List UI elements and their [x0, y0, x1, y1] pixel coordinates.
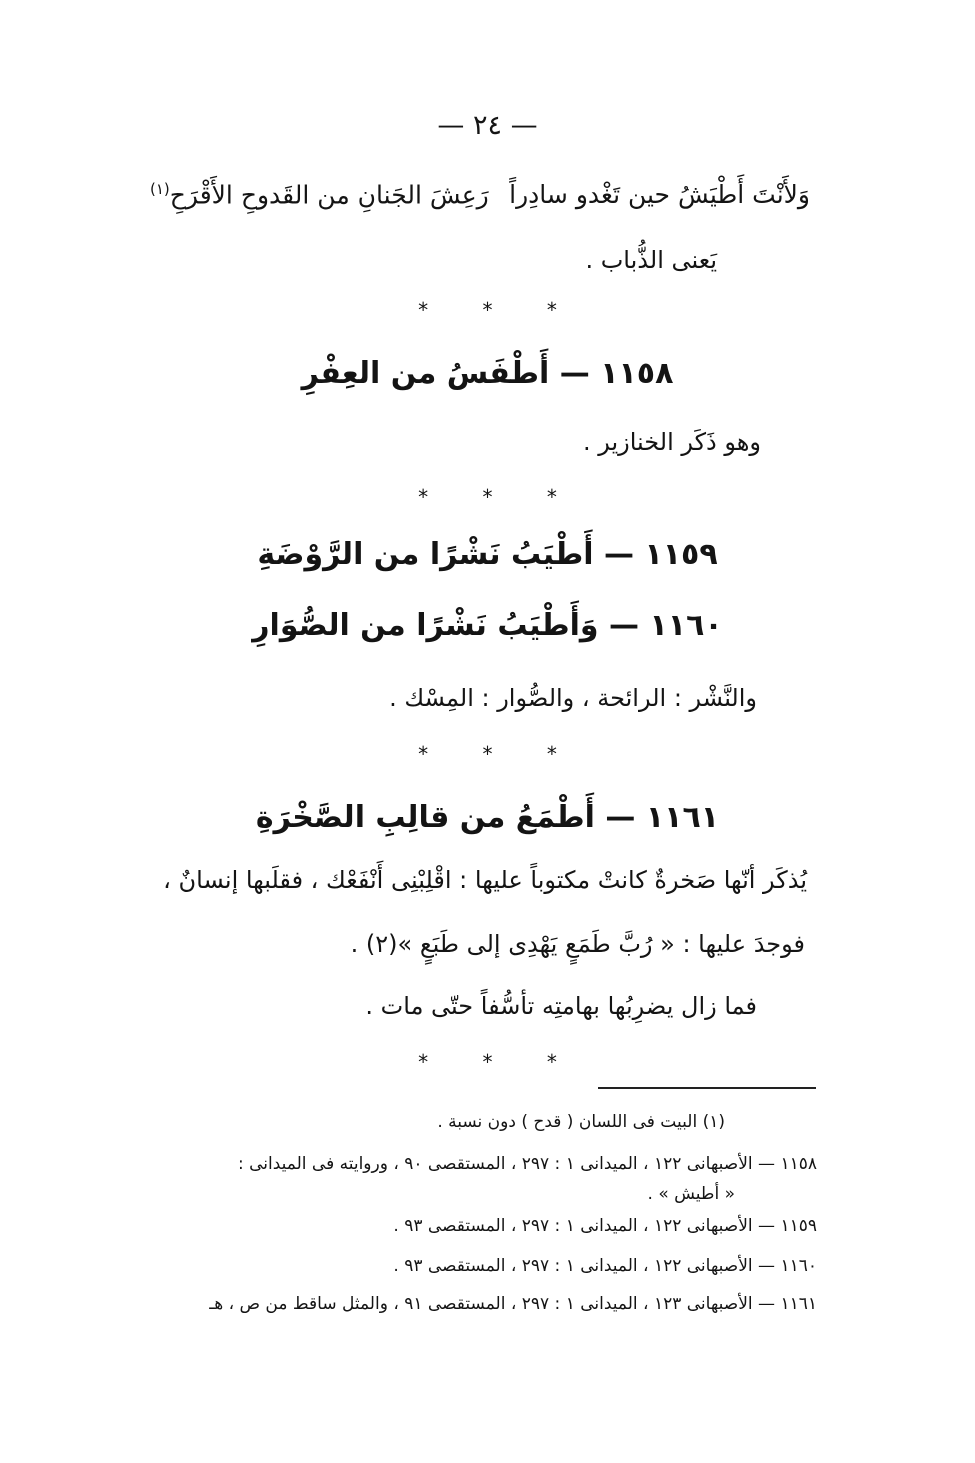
separator-stars: * * * [418, 1050, 581, 1074]
footnote-1: (١) البيت فى اللسان ( قدح ) دون نسبة . [437, 1112, 725, 1132]
verse-second-hemistich [150, 180, 489, 209]
footnote-1158: ١١٥٨ — الأصبهانى ١٢٢ ، الميدانى ١ : ٢٩٧ ، المستقصى ٩٠ ، وروايته فى الميدانى : [237, 1154, 817, 1174]
footnote-1159: ١١٥٩ — الأصبهانى ١٢٢ ، الميدانى ١ : ٢٩٧ ، المستقصى ٩٣ . [393, 1216, 817, 1236]
page-number: — ٢٤ — [437, 110, 538, 141]
gloss-1161-line-2: فوجدَ عليها : « رُبَّ طَمَعٍ يَهْدِى إلى طَبَعٍ »(٢) . [350, 930, 805, 958]
proverb-1159: ١١٥٩ — أَطْيَبُ نَشْرًا من الرَّوْضَةِ [257, 537, 718, 572]
proverb-1161: ١١٦١ — أَطْمَعُ من قالِبِ الصَّخْرَةِ [255, 800, 720, 835]
separator-stars: * * * [418, 742, 581, 766]
footnote-rule [598, 1087, 816, 1089]
verse-second-text: رَعِشَ الجَنانِ من القَدوحِ الأَقْرَحِ [169, 180, 489, 210]
proverb-1160: ١١٦٠ — وَأَطْيَبُ نَشْرًا من الصُّوَارِ [252, 608, 723, 643]
gloss-1158: وهو ذَكَر الخنازير . [582, 428, 761, 456]
gloss-1161-line-1: يُذكَر أنّها صَخرةٌ كانتْ مكتوباً عليها : اقْلِبْنِى أَنْفَعْك ، فقلَبها إنسانٌ ، [163, 866, 807, 894]
verse-gloss: يَعنى الذُّباب . [585, 246, 717, 274]
footnote-mark: (١) [150, 180, 170, 198]
footnote-1158-cont: « أطيش » . [647, 1184, 735, 1204]
verse-line [150, 180, 810, 228]
footnote-1160: ١١٦٠ — الأصبهانى ١٢٢ ، الميدانى ١ : ٢٩٧ ، المستقصى ٩٣ . [393, 1256, 817, 1276]
verse-first-hemistich: وَلأَنْتَ أَطْيَشُ حين تَغْدو سادِراً [509, 180, 810, 209]
gloss-1159-1160: والنَّشْر : الرائحة ، والصُّوار : المِسْك . [389, 684, 757, 712]
proverb-1158: ١١٥٨ — أَطْفَسُ من العِفْرِ [301, 356, 674, 391]
separator-stars: * * * [418, 485, 581, 509]
gloss-1161-line-3: فما زال يضرِبُها بهامتِه تأسُّفاً حتّى مات . [365, 992, 757, 1020]
footnote-1161: ١١٦١ — الأصبهانى ١٢٣ ، الميدانى ١ : ٢٩٧ ، المستقصى ٩١ ، والمثل ساقط من ص ، هـ [209, 1294, 817, 1314]
separator-stars: * * * [418, 298, 581, 322]
